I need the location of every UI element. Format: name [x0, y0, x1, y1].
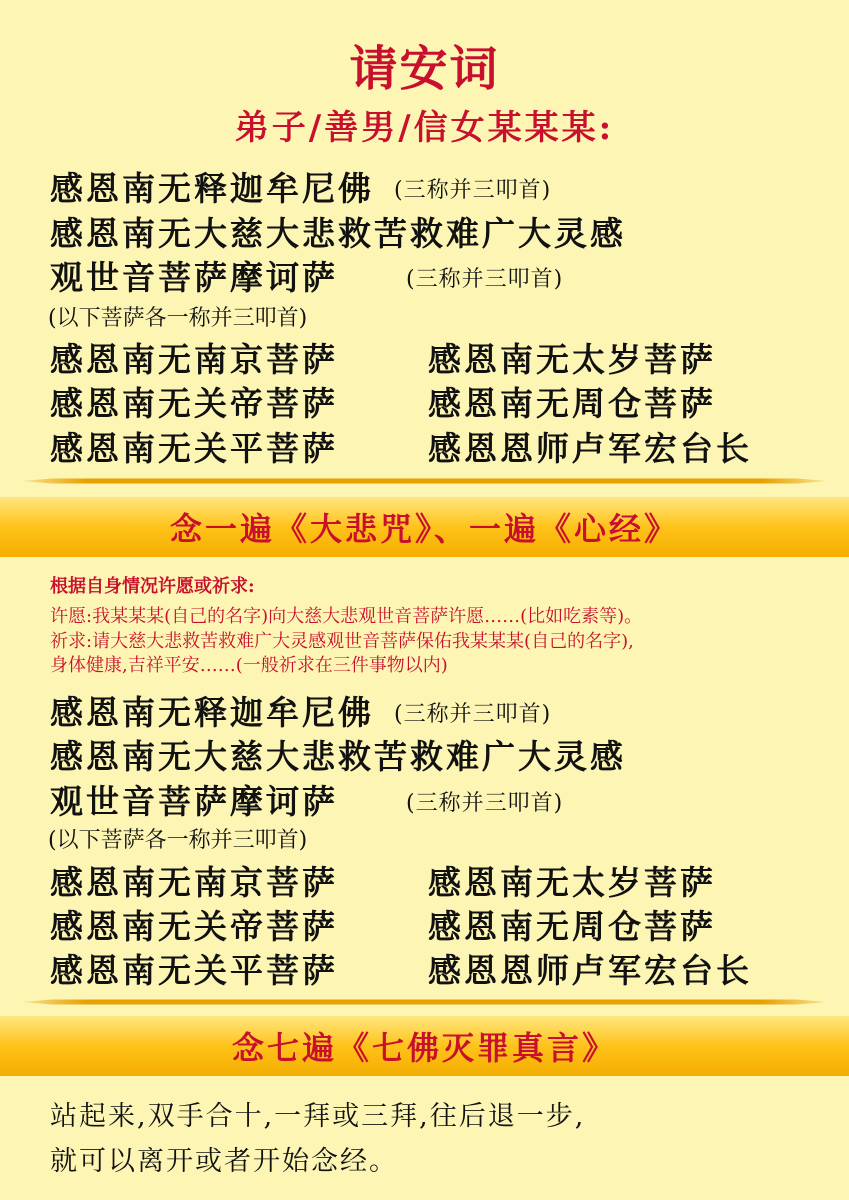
bodhisattva-right-1: 感恩南无太岁菩萨: [428, 340, 716, 379]
bodhisattva-right-2: 感恩南无周仓菩萨: [428, 907, 716, 946]
invocation-text: 感恩南无释迦牟尼佛: [50, 169, 374, 208]
invocation-text: 观世音菩萨摩诃萨: [50, 782, 338, 821]
recitation-band-2: 念七遍《七佛灭罪真言》: [0, 1016, 849, 1076]
bodhisattva-right-3: 感恩恩师卢军宏台长: [428, 429, 752, 468]
vow-prayer-heading: 根据自身情况许愿或祈求:: [50, 576, 255, 597]
request-text-1: 祈求:请大慈大悲救苦救难广大灵感观世音菩萨保佑我某某某(自己的名字),: [50, 631, 634, 652]
bodhisattva-right-2: 感恩南无周仓菩萨: [428, 384, 716, 423]
recitation-band-1: 念一遍《大悲咒》、一遍《心经》: [0, 497, 849, 557]
invocation-line-2: 感恩南无大慈大悲救苦救难广大灵感: [50, 214, 626, 253]
invocation-text: 观世音菩萨摩诃萨: [50, 258, 338, 297]
bodhisattva-left-1: 感恩南无南京菩萨: [50, 340, 338, 379]
bodhisattva-left-2: 感恩南无关帝菩萨: [50, 907, 338, 946]
closing-line-1: 站起来,双手合十,一拜或三拜,往后退一步,: [50, 1101, 586, 1132]
invocation-text: 感恩南无释迦牟尼佛: [50, 693, 374, 732]
bodhisattva-instruction: (以下菩萨各一称并三叩首): [48, 306, 308, 331]
gold-divider: [22, 478, 827, 484]
bodhisattva-left-3: 感恩南无关平菩萨: [50, 951, 338, 990]
invocation-line-1: [50, 687, 551, 734]
bodhisattva-left-1: 感恩南无南京菩萨: [50, 863, 338, 902]
gold-divider: [22, 999, 827, 1005]
page-title: 请安词: [349, 41, 500, 97]
disciple-salutation: 弟子/善男/信女某某某:: [234, 108, 615, 148]
bodhisattva-left-3: 感恩南无关平菩萨: [50, 429, 338, 468]
invocation-line-3: [50, 252, 563, 299]
bodhisattva-right-1: 感恩南无太岁菩萨: [428, 863, 716, 902]
bodhisattva-instruction: (以下菩萨各一称并三叩首): [48, 828, 308, 853]
invocation-line-2: 感恩南无大慈大悲救苦救难广大灵感: [50, 737, 626, 776]
invocation-line-1: [50, 163, 551, 210]
invocation-note: (三称并三叩首): [394, 178, 552, 203]
bodhisattva-left-2: 感恩南无关帝菩萨: [50, 384, 338, 423]
invocation-line-3: [50, 776, 563, 823]
invocation-note: (三称并三叩首): [394, 702, 552, 727]
invocation-note: (三称并三叩首): [406, 791, 564, 816]
vow-text: 许愿:我某某某(自己的名字)向大慈大悲观世音菩萨许愿……(比如吃素等)。: [50, 606, 643, 627]
bodhisattva-right-3: 感恩恩师卢军宏台长: [428, 951, 752, 990]
closing-line-2: 就可以离开或者开始念经。: [50, 1146, 398, 1177]
invocation-note: (三称并三叩首): [406, 267, 564, 292]
request-text-2: 身体健康,吉祥平安……(一般祈求在三件事物以内): [50, 655, 448, 676]
